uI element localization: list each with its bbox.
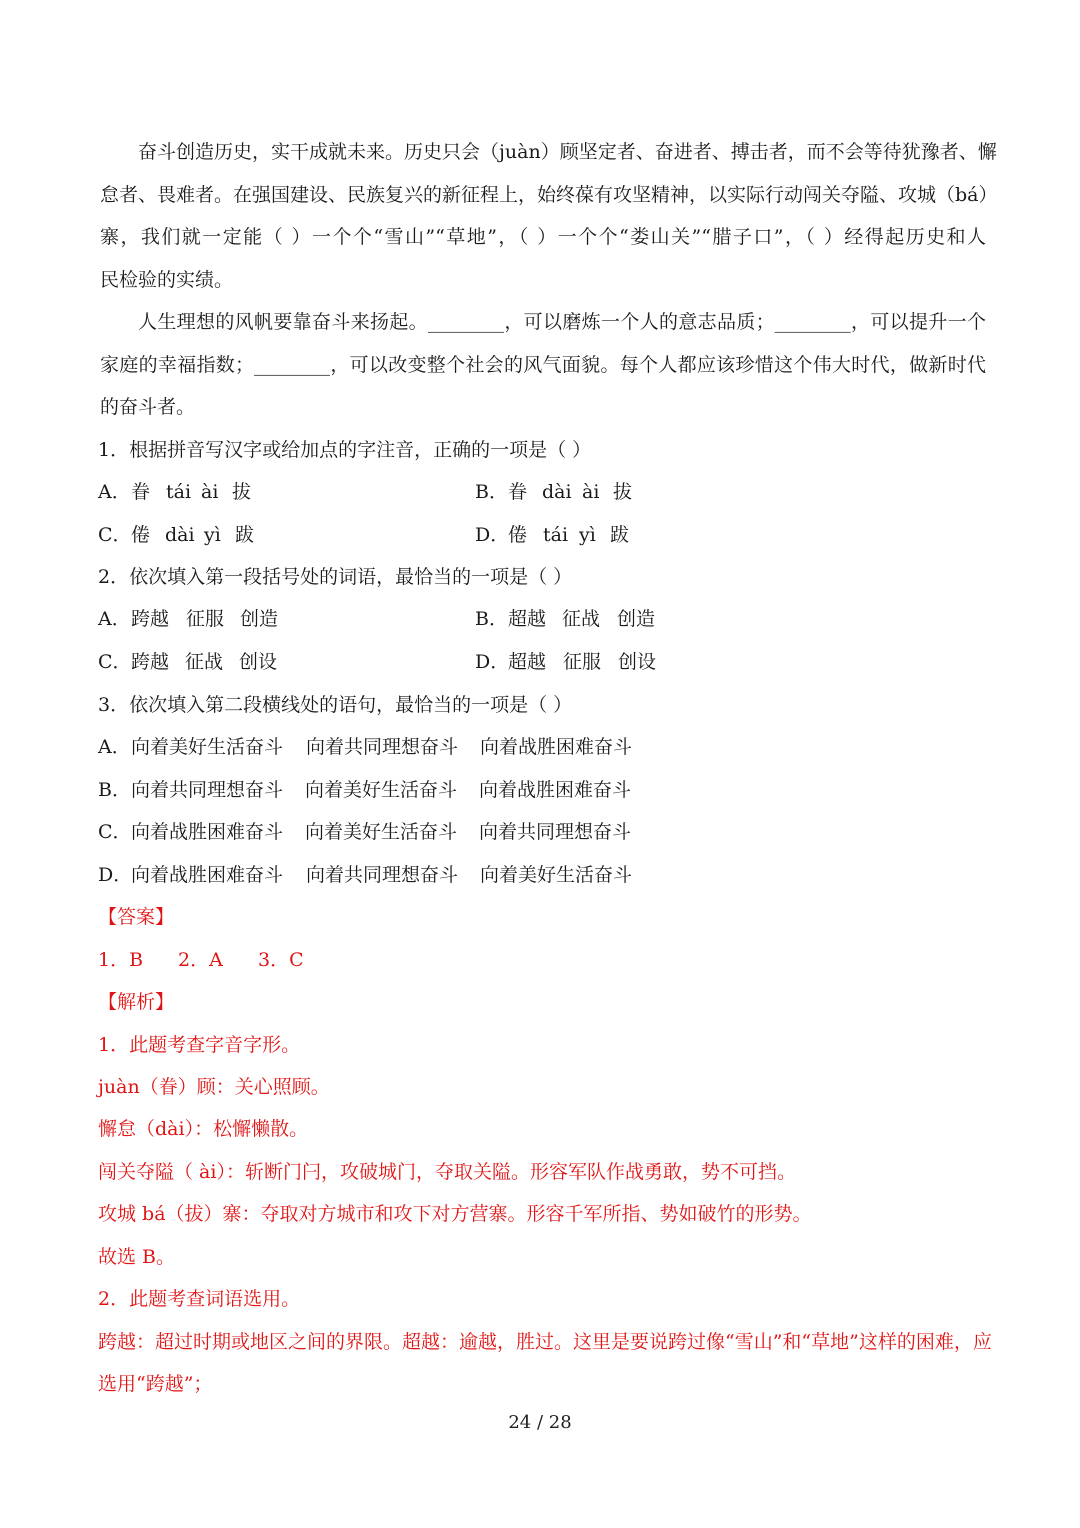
option-part: 向着共同理想奋斗: [306, 736, 459, 758]
option-q3-d: [98, 860, 698, 902]
option-part: dài: [542, 481, 572, 503]
option-q1-d: [475, 520, 895, 562]
option-part: 跨越: [131, 608, 170, 630]
option-q2-d: [475, 647, 895, 689]
option-part: 创造: [240, 608, 279, 630]
option-part: 向着战胜困难奋斗: [480, 736, 633, 758]
passage-line: 奋斗创造历史，实干成就未来。历史只会（juàn）顾坚定者、奋进者、搏击者，而不会等待犹豫者、懈: [138, 141, 997, 163]
option-label: D．: [98, 864, 133, 886]
passage-line: 怠者、畏难者。在强国建设、民族复兴的新征程上，始终葆有攻坚精神，以实际行动闯关夺隘、攻城（bá）: [100, 184, 998, 206]
option-q3-b: [98, 775, 698, 817]
option-part: 超越: [508, 651, 547, 673]
option-part: 眷: [131, 481, 151, 503]
analysis-line: 攻城 bá（拔）寨：夺取对方城市和攻下对方营寨。形容千军所指、势如破竹的形势。: [98, 1203, 812, 1225]
option-part: 拔: [232, 481, 252, 503]
option-part: 征服: [186, 608, 225, 630]
option-part: 征战: [562, 608, 601, 630]
analysis-line: 跨越：超过时期或地区之间的界限。超越：逾越，胜过。这里是要说跨过像“雪山”和“草地”这样的困难，应: [98, 1331, 992, 1353]
option-label: B．: [98, 779, 131, 801]
analysis-line: 闯关夺隘（ ài）：斩断门闩，攻破城门，夺取关隘。形容军队作战勇敢，势不可挡。: [98, 1161, 796, 1183]
passage-line: 民检验的实绩。: [100, 269, 234, 291]
option-part: dài: [165, 524, 195, 546]
option-part: 倦: [508, 524, 528, 546]
option-part: 超越: [508, 608, 547, 630]
option-label: C．: [98, 821, 132, 843]
passage-line: 的奋斗者。: [100, 396, 196, 418]
option-part: 创造: [617, 608, 656, 630]
analysis-line: juàn（眷）顾：关心照顾。: [98, 1076, 330, 1098]
analysis-heading: 【解析】: [98, 991, 175, 1013]
answer-heading: 【答案】: [98, 906, 175, 928]
option-label: D．: [475, 651, 510, 673]
option-part: 向着美好生活奋斗: [131, 736, 284, 758]
page-number: 24 / 28: [508, 1412, 572, 1433]
analysis-line: 选用“跨越”；: [98, 1373, 213, 1395]
option-label: D．: [475, 524, 510, 546]
option-q3-a: [98, 732, 698, 774]
option-part: 拔: [613, 481, 633, 503]
question-stem: 2．依次填入第一段括号处的词语，最恰当的一项是（ ）: [98, 566, 573, 588]
question-stem: 1．根据拼音写汉字或给加点的字注音，正确的一项是（ ）: [98, 439, 592, 461]
option-q2-a: [98, 604, 518, 646]
passage-line: 人生理想的风帆要靠奋斗来扬起。________，可以磨炼一个人的意志品质；________，可以提升一个: [138, 311, 986, 333]
option-part: 向着美好生活奋斗: [480, 864, 633, 886]
analysis-line: 懈怠（dài）：松懈懒散。: [98, 1118, 309, 1140]
option-part: 眷: [508, 481, 528, 503]
option-part: 征服: [563, 651, 602, 673]
option-part: ài: [582, 481, 600, 503]
answer-item: 3．C: [258, 949, 304, 971]
option-part: 跋: [235, 524, 255, 546]
question-stem: 3．依次填入第二段横线处的语句，最恰当的一项是（ ）: [98, 694, 573, 716]
option-part: 向着战胜困难奋斗: [131, 864, 284, 886]
passage-line: 家庭的幸福指数；________，可以改变整个社会的风气面貌。每个人都应该珍惜这个伟大时代，做新时代: [100, 354, 986, 376]
option-part: ài: [201, 481, 219, 503]
option-part: 创设: [618, 651, 657, 673]
option-part: 向着共同理想奋斗: [306, 864, 459, 886]
option-part: 跋: [610, 524, 630, 546]
option-q3-c: [98, 817, 698, 859]
option-part: 向着美好生活奋斗: [305, 821, 458, 843]
option-q1-b: [475, 477, 895, 519]
option-part: yì: [579, 524, 596, 546]
answer-item: 2．A: [178, 949, 223, 971]
analysis-line: 故选 B。: [98, 1246, 176, 1268]
option-part: tái: [543, 524, 569, 546]
option-part: 倦: [131, 524, 151, 546]
option-q1-c: [98, 520, 518, 562]
option-q2-c: [98, 647, 518, 689]
option-label: C．: [98, 651, 132, 673]
analysis-line: 1．此题考查字音字形。: [98, 1034, 301, 1056]
option-part: 创设: [239, 651, 278, 673]
option-part: 向着共同理想奋斗: [479, 821, 632, 843]
option-part: 跨越: [131, 651, 170, 673]
option-label: C．: [98, 524, 132, 546]
option-part: 向着共同理想奋斗: [131, 779, 284, 801]
passage-line: 寨，我们就一定能（ ）一个个“雪山”“草地”，（ ）一个个“娄山关”“腊子口”，（ ）经得起历史和人: [100, 226, 986, 248]
option-label: A．: [98, 481, 131, 503]
option-q2-b: [475, 604, 895, 646]
option-part: 向着战胜困难奋斗: [479, 779, 632, 801]
answer-list: [98, 945, 398, 987]
option-part: 向着战胜困难奋斗: [131, 821, 284, 843]
option-label: A．: [98, 608, 131, 630]
option-part: yì: [204, 524, 221, 546]
option-label: A．: [98, 736, 131, 758]
option-label: B．: [475, 608, 508, 630]
option-label: B．: [475, 481, 508, 503]
option-part: tái: [166, 481, 192, 503]
option-q1-a: [98, 477, 518, 519]
analysis-line: 2．此题考查词语选用。: [98, 1288, 301, 1310]
option-part: 向着美好生活奋斗: [305, 779, 458, 801]
option-part: 征战: [185, 651, 224, 673]
answer-item: 1．B: [98, 949, 144, 971]
